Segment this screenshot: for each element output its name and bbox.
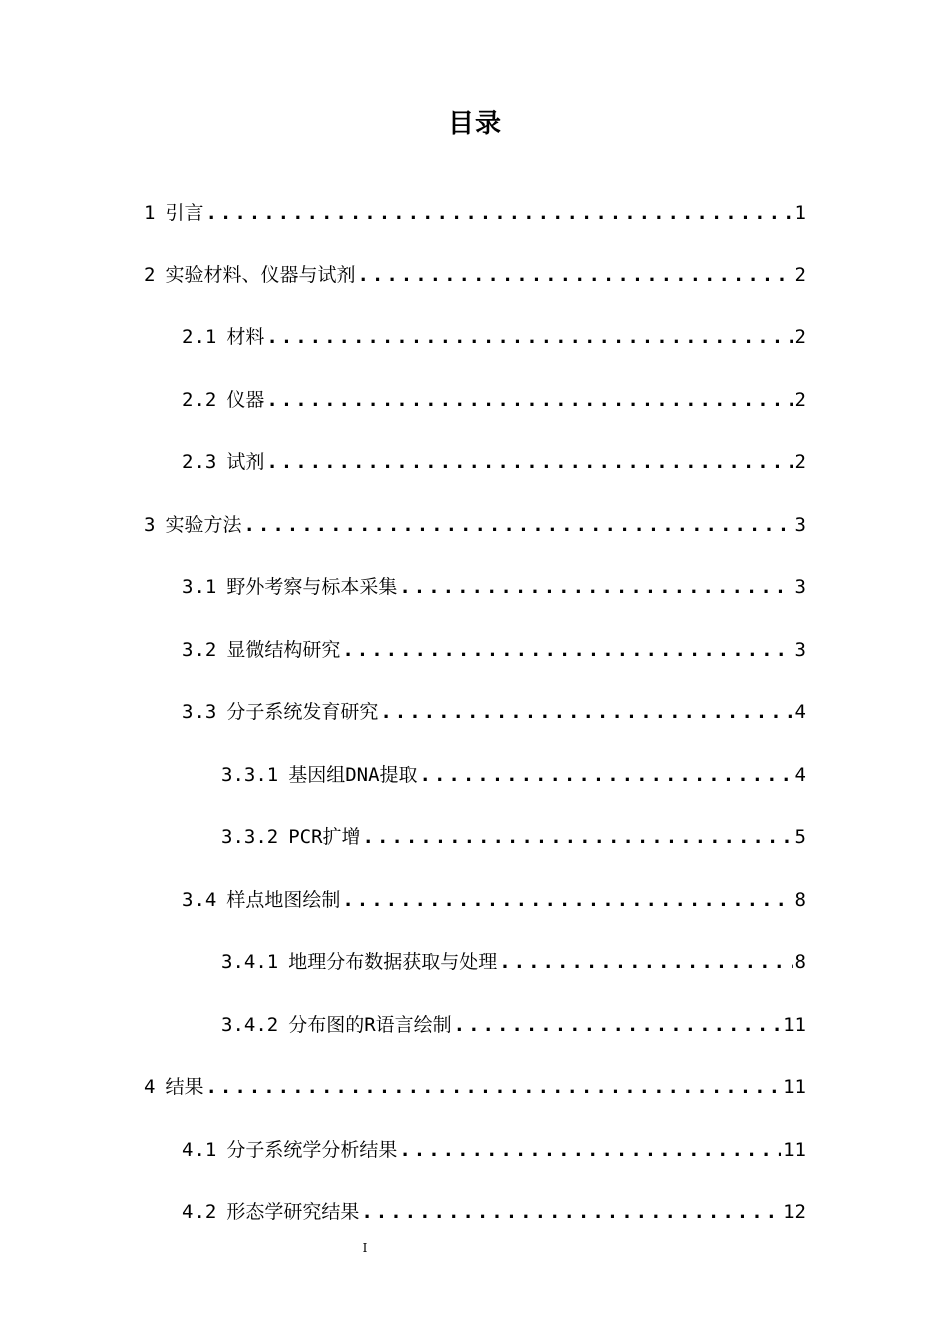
toc-entry-3-3[interactable] [182,697,806,727]
toc-entry-label: 样点地图绘制 [226,889,341,911]
toc-entry-page: 11 [783,1139,806,1161]
toc-entry-label: 形态学研究结果 [226,1201,360,1223]
toc-entry-1[interactable] [144,198,806,228]
toc-entry-label: 分子系统学分析结果 [226,1139,398,1161]
toc-entry-number: 4.1 [182,1139,217,1161]
toc-entry-number: 4.2 [182,1201,217,1223]
dot-leader [243,510,792,540]
toc-entry-2-3[interactable] [182,447,806,477]
dot-leader [420,760,793,790]
toc-entry-number: 4 [144,1076,156,1098]
toc-entry-3-3-1[interactable] [221,760,806,790]
toc-entry-number: 2.1 [182,326,217,348]
toc-entry-number: 3.4.2 [221,1014,279,1036]
toc-entry-3-2[interactable] [182,635,806,665]
toc-entry-label: 基因组DNA提取 [288,764,418,786]
toc-entry-label: 实验方法 [165,514,242,536]
dot-leader [266,385,792,415]
toc-entry-page: 2 [794,451,806,473]
dot-leader [342,885,792,915]
dot-leader [357,260,792,290]
toc-entry-number: 3.1 [182,576,217,598]
dot-leader [266,322,792,352]
toc-entry-label: 分子系统发育研究 [226,701,379,723]
dot-leader [399,572,792,602]
toc-entry-label: 引言 [165,202,204,224]
toc-entry-number: 3.4.1 [221,951,279,973]
toc-entry-page: 4 [794,764,806,786]
toc-entry-number: 2.3 [182,451,217,473]
toc-entry-page: 2 [794,264,806,286]
page-number: I [362,1241,368,1255]
dot-leader [380,697,792,727]
toc-entry-3-1[interactable] [182,572,806,602]
toc-title: 目录 [447,109,502,139]
dot-leader [205,1072,781,1102]
dot-leader [363,822,793,852]
toc-entry-number: 3 [144,514,156,536]
toc-entry-label: 显微结构研究 [226,639,341,661]
toc-entry-label: 分布图的R语言绘制 [288,1014,452,1036]
toc-entry-number: 3.3 [182,701,217,723]
dot-leader [342,635,792,665]
toc-entry-2-2[interactable] [182,385,806,415]
toc-entry-3-4-2[interactable] [221,1010,806,1040]
toc-entry-page: 2 [794,326,806,348]
toc-entry-label: 野外考察与标本采集 [226,576,398,598]
toc-entry-2-1[interactable] [182,322,806,352]
toc-entry-number: 2 [144,264,156,286]
toc-entry-number: 2.2 [182,389,217,411]
toc-entry-3-3-2[interactable] [221,822,806,852]
toc-entry-number: 3.3.1 [221,764,279,786]
toc-entry-number: 3.3.2 [221,826,279,848]
toc-entry-page: 11 [783,1076,806,1098]
toc-entry-label: 试剂 [226,451,265,473]
toc-entry-page: 3 [794,639,806,661]
toc-entry-page: 1 [794,202,806,224]
toc-entry-2[interactable] [144,260,806,290]
toc-entry-page: 2 [794,389,806,411]
toc-entry-number: 3.2 [182,639,217,661]
toc-entry-3-4-1[interactable] [221,947,806,977]
toc-entry-page: 3 [794,514,806,536]
toc-entry-label: PCR扩增 [288,826,361,848]
toc-entry-page: 8 [794,951,806,973]
dot-leader [454,1010,781,1040]
dot-leader [499,947,792,977]
toc-entry-label: 结果 [165,1076,204,1098]
toc-entry-label: 实验材料、仪器与试剂 [165,264,356,286]
toc-entry-page: 4 [794,701,806,723]
dot-leader [205,198,792,228]
toc-entry-page: 11 [783,1014,806,1036]
toc-entry-label: 地理分布数据获取与处理 [288,951,498,973]
toc-entry-page: 5 [794,826,806,848]
toc-entry-page: 3 [794,576,806,598]
toc-entry-3[interactable] [144,510,806,540]
toc-entry-page: 8 [794,889,806,911]
dot-leader [399,1135,781,1165]
toc-entry-label: 仪器 [226,389,265,411]
toc-entry-4-2[interactable] [182,1197,806,1227]
dot-leader [361,1197,781,1227]
toc-entry-3-4[interactable] [182,885,806,915]
toc-entry-4-1[interactable] [182,1135,806,1165]
toc-entry-4[interactable] [144,1072,806,1102]
toc-entry-label: 材料 [226,326,265,348]
dot-leader [266,447,792,477]
toc-entry-number: 1 [144,202,156,224]
toc-entry-number: 3.4 [182,889,217,911]
toc-entry-page: 12 [783,1201,806,1223]
